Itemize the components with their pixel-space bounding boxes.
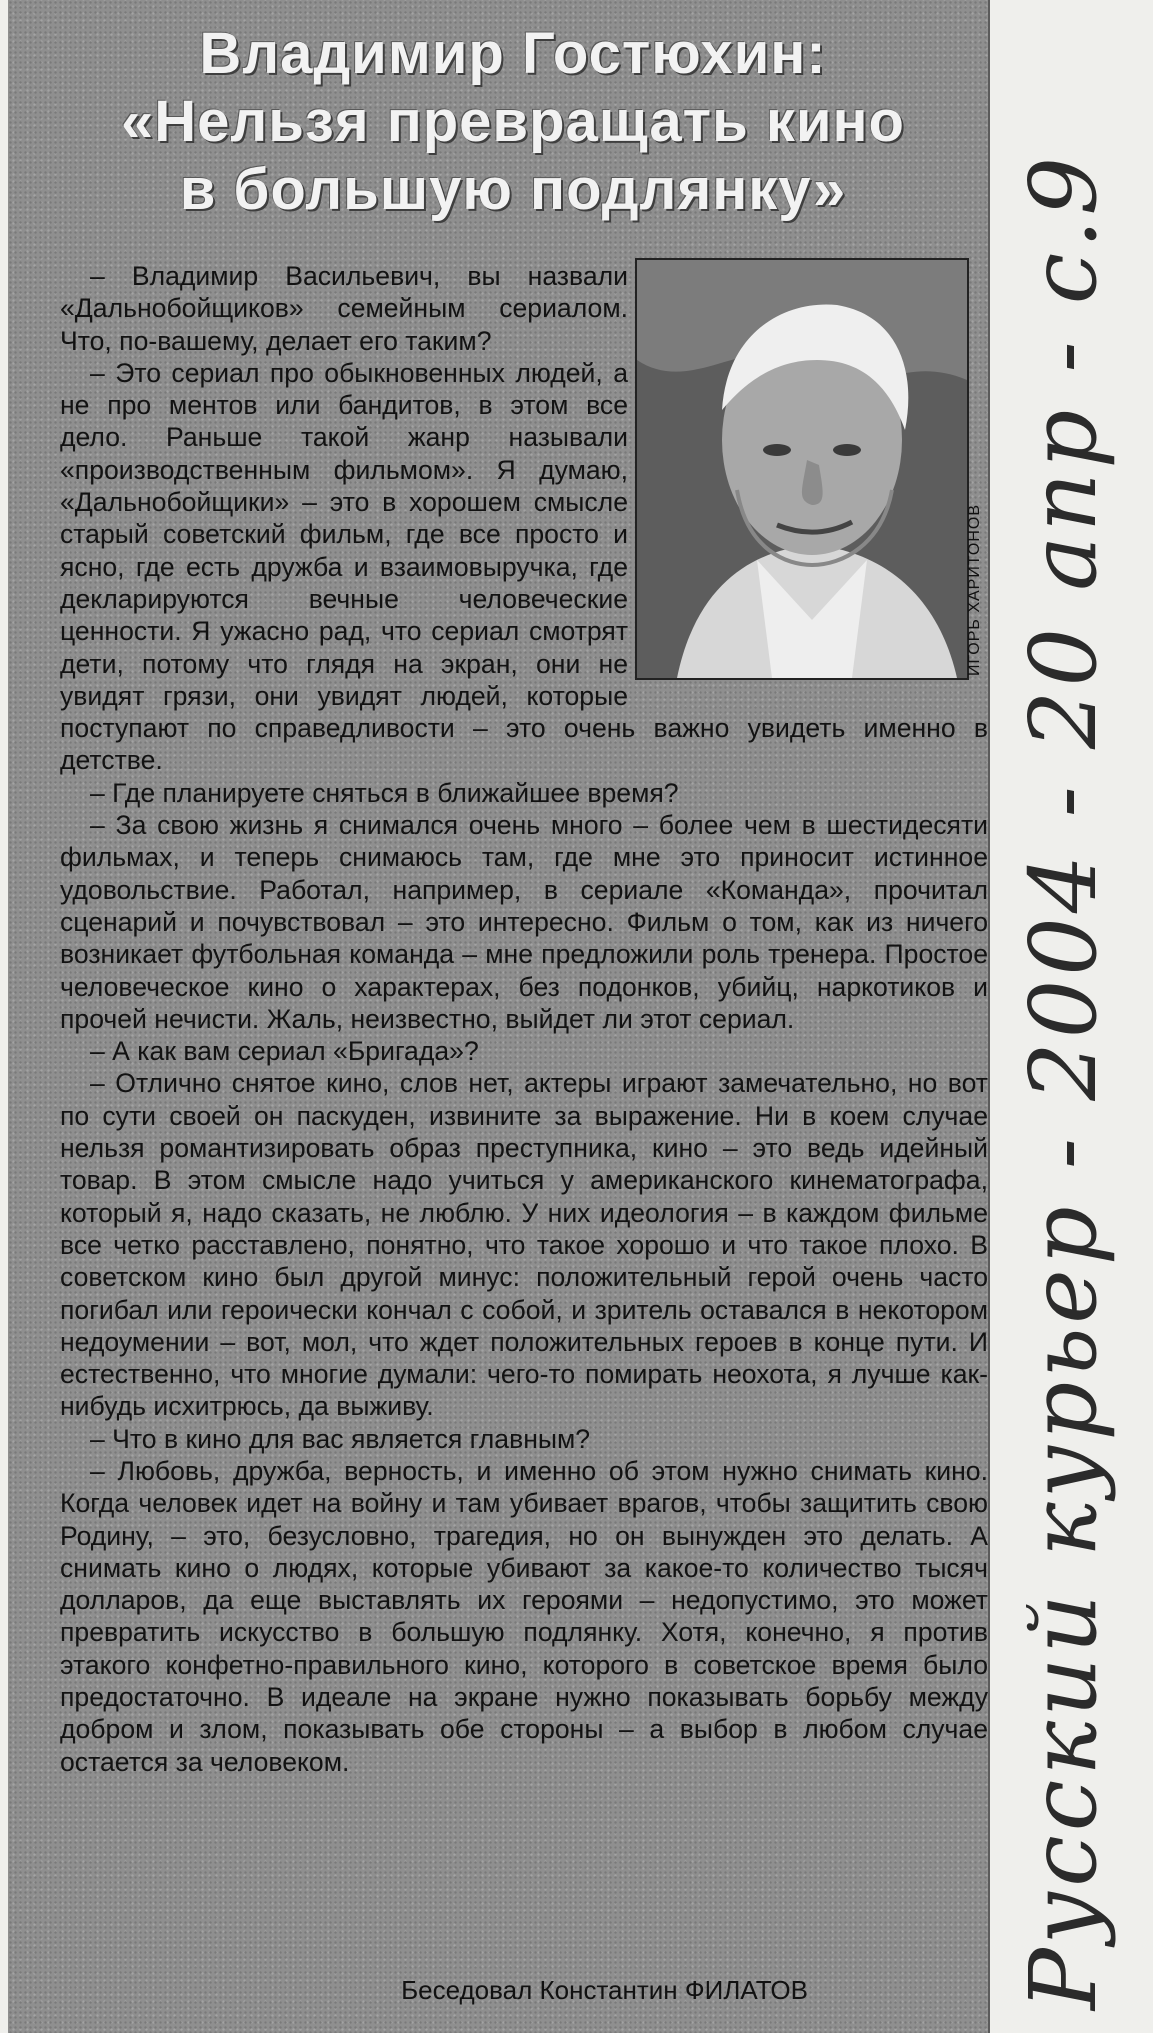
paragraph-7: – Что в кино для вас является главным? <box>90 1423 591 1454</box>
headline-line-2: «Нельзя превращать кино <box>121 89 905 154</box>
paragraph-4: – За свою жизнь я снимался очень много – более чем в шестидесяти фильмах, и теперь снимаюсь там, где мне это приносит истинное удовольствие. Работал, например, в сериале «Команда», прочитал сценарий и почувствовал – это интересно. Фильм о том, как из ничего возникает футбольная команда – мне предложили роль тренера. Простое человеческое кино о характерах, без подонков, убийц, наркотиков и прочей нечисти. Жаль, неизвестно, выйдет ли этот сериал. <box>60 810 988 1034</box>
paragraph-8: – Любовь, дружба, верность, и именно об этом нужно снимать кино. Когда человек идет на войну и там убивает врагов, чтобы защитить свою Родину, – это, безусловно, трагедия, но он вынужден это делать. А снимать кино о людях, которые убивают за какое-то количество тысяч долларов, да еще выставлять их героями – недопустимо, это может превратить искусство в большую подлянку. Хотя, конечно, я против этакого конфетно-правильного кино, которого в советское время было предостаточно. В идеале на экране нужно показывать борьбу между добром и злом, показывать обе стороны – а выбор в любом случае остается за человеком. <box>60 1455 988 1777</box>
headline-line-1: Владимир Гостюхин: <box>199 21 827 86</box>
headline <box>38 20 988 224</box>
headline-line-3: в большую подлянку» <box>179 157 847 222</box>
article-body <box>60 260 988 1778</box>
byline: Беседовал Константин ФИЛАТОВ <box>401 1975 808 2005</box>
photo-spacer <box>628 260 988 688</box>
paragraph-6: – Отлично снятое кино, слов нет, актеры играют замечательно, но вот по сути своей он паскуден, извините за выражение. Ни в коем случае нельзя романтизировать образ преступника, кино – это ведь идейный товар. В этом смысле надо учиться у американского кинематографа, который я, надо сказать, не люблю. У них идеология – в каждом фильме все четко расставлено, понятно, что такое хорошо и что такое плохо. В советском кино был другой минус: положительный герой очень часто погибал или героически кончал с собой, и зритель оставался в некотором недоумении – вот, мол, что ждет положительных героев в конце пути. И естественно, что многие думали: чего-то помирать неохота, я лучше как-нибудь исхитрюсь, да выживу. <box>60 1068 988 1422</box>
paragraph-3: – Где планируете сняться в ближайшее время? <box>90 777 679 808</box>
photo-credit: ИГОРЬ ХАРИТОНОВ <box>966 503 983 676</box>
paragraph-2: – Это сериал про обыкновенных людей, а не про ментов или бандитов, в этом все дело. Раньше такой жанр называли «производственным фильмом». Я думаю, «Дальнобойщики» – это в хорошем смысле старый советский фильм, где все просто и ясно, где есть дружба и взаимовыручка, где декларируются вечные человеческие ценности. Я ужасно рад, что сериал смотрят дети, потому что глядя на экран, они не увидят грязи, они увидят людей, которые поступают по справедливости – это очень важно увидеть именно в детстве. <box>60 357 988 776</box>
paragraph-1: – Владимир Васильевич, вы назвали «Дальнобойщиков» семейным сериалом. Что, по-вашему, делает его таким? <box>60 261 628 356</box>
article-panel <box>8 0 990 2033</box>
paragraph-5: – А как вам сериал «Бригада»? <box>90 1036 479 1067</box>
handwritten-note: Русский курьер - 2004 - 20 апр - с.9 <box>1010 152 1117 2010</box>
